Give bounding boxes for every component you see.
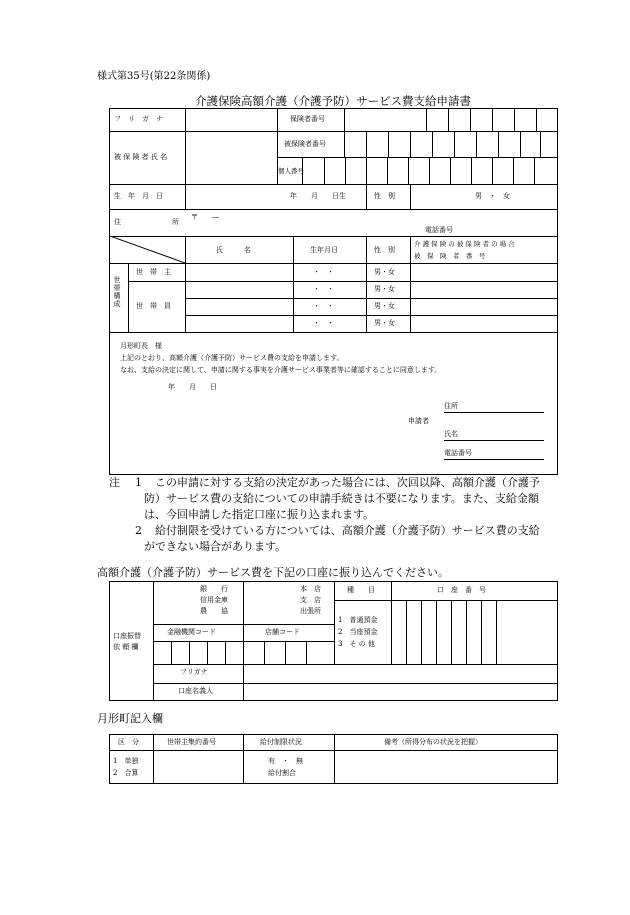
town-col-household-number: 世帯主集約番号 xyxy=(167,738,216,746)
application-date: 年 月 日 xyxy=(168,383,217,391)
note-2-line-1: 給付制限を受けている方については、高額介護（介護予防）サービス費の支給 xyxy=(155,524,540,537)
bank-side-label-2: 依 頼 欄 xyxy=(113,643,139,651)
col-gender: 性 別 xyxy=(374,246,395,254)
application-line-2: なお、支給の決定に関して、申請に関する事実を介護サービス事業者等に確認することに同意します。 xyxy=(120,366,442,374)
account-type-2: 2 当座預金 xyxy=(338,628,378,636)
date-dots: ・ ・ xyxy=(313,285,334,293)
note-1-line-2: 防）サービス費の支給についての申請手続きは不要になります。また、支給金額 xyxy=(144,492,539,505)
furigana-label: フ リ ガ ナ xyxy=(114,115,163,123)
note-1-line-1: この申請に対する支給の決定があった場合には、次回以降、高額介護（介護予 xyxy=(155,476,540,489)
applicant-address-label: 住所 xyxy=(444,402,458,410)
household-group-label: 世帯構成 xyxy=(113,276,121,308)
personal-number-label: 個人番号 xyxy=(278,167,304,175)
applicant-label: 申請者 xyxy=(408,417,429,425)
household-member-label: 世 帯 員 xyxy=(136,302,171,310)
address-label-2: 所 xyxy=(172,218,179,226)
col-number-2: 被 保 険 者 番 号 xyxy=(414,252,486,260)
insured-name-label: 被 保 険 者 氏 名 xyxy=(114,153,168,161)
col-number-1: 介 護 保 険 の 被 保 険 者 の 場 合 xyxy=(414,240,515,248)
date-dots: ・ ・ xyxy=(313,319,334,327)
note-2-line-2: ができない場合があります。 xyxy=(144,540,287,553)
note-1-number: 1 xyxy=(135,476,142,489)
application-line-1: 上記のとおり、高額介護（介護予防）サービス費の支給を申請します。 xyxy=(120,354,344,362)
bank-type-2: 信用金庫 xyxy=(200,596,228,604)
birth-date: 年 月 日生 xyxy=(290,192,346,200)
col-name: 氏 名 xyxy=(216,246,251,254)
town-option-2: 2 合算 xyxy=(113,769,139,777)
gender-choice: 男・女 xyxy=(374,319,395,327)
note-1-line-3: は、今回申請した指定口座に振り込まれます。 xyxy=(144,508,375,521)
note-2-number: 2 xyxy=(135,524,142,537)
address-label-1: 住 xyxy=(114,218,121,226)
form-number: 様式第35号(第22条関係) xyxy=(97,71,211,82)
phone-label: 電話番号 xyxy=(425,226,453,234)
bank-type-1: 銀 行 xyxy=(200,585,228,593)
branch-type-3: 出張所 xyxy=(300,607,321,615)
town-col-limit-status: 給付制限状況 xyxy=(260,738,302,746)
form-title: 介護保険高額介護（介護予防）サービス費支給申請書 xyxy=(195,94,471,108)
town-heading: 月形町記入欄 xyxy=(97,712,163,725)
account-type-3: 3 そ の 他 xyxy=(338,640,375,648)
bank-heading: 高額介護（介護予防）サービス費を下記の口座に振り込んでください。 xyxy=(97,566,449,579)
account-type-label: 種 目 xyxy=(347,586,375,594)
household-head-label: 世 帯 主 xyxy=(136,268,171,276)
gender-choice: 男・女 xyxy=(374,302,395,310)
applicant-phone-label: 電話番号 xyxy=(444,449,472,457)
institution-code-label: 金融機関コード xyxy=(167,628,216,636)
town-col-class: 区 分 xyxy=(118,738,139,746)
addressee: 月形町長 様 xyxy=(120,342,162,350)
gender-choice: 男・女 xyxy=(374,285,395,293)
date-dots: ・ ・ xyxy=(313,302,334,310)
town-limit-2: 給付割合 xyxy=(268,769,296,777)
col-birth: 生年月日 xyxy=(310,246,338,254)
bank-furigana-label: フリガナ xyxy=(180,668,208,676)
town-col-remarks: 備考（所得分布の状況を把握） xyxy=(384,738,482,746)
insured-number-label: 被保険者番号 xyxy=(284,140,326,148)
branch-code-label: 店舗コード xyxy=(265,628,300,636)
date-dots: ・ ・ xyxy=(313,268,334,276)
bank-side-label-1: 口座振替 xyxy=(113,632,141,640)
notes-mark: 注 xyxy=(109,476,120,489)
town-limit-1: 有 ・ 無 xyxy=(268,757,303,765)
postal-mark: 〒 ― xyxy=(191,213,219,221)
applicant-name-label: 氏名 xyxy=(444,430,458,438)
gender-value: 男 ・ 女 xyxy=(475,192,510,200)
account-number-label: 口 座 番 号 xyxy=(437,586,486,594)
bank-type-3: 農 協 xyxy=(200,607,228,615)
branch-type-2: 支 店 xyxy=(300,596,321,604)
branch-type-1: 本 店 xyxy=(300,585,321,593)
birth-label: 生 年 月 日 xyxy=(114,192,163,200)
insurance-number-label: 保険者番号 xyxy=(290,115,325,123)
town-option-1: 1 単独 xyxy=(113,757,139,765)
gender-label: 性 別 xyxy=(374,192,395,200)
account-holder-label: 口座名義人 xyxy=(178,687,213,695)
gender-choice: 男・女 xyxy=(374,268,395,276)
diagonal-line xyxy=(110,236,185,263)
account-type-1: 1 普通預金 xyxy=(338,616,378,624)
